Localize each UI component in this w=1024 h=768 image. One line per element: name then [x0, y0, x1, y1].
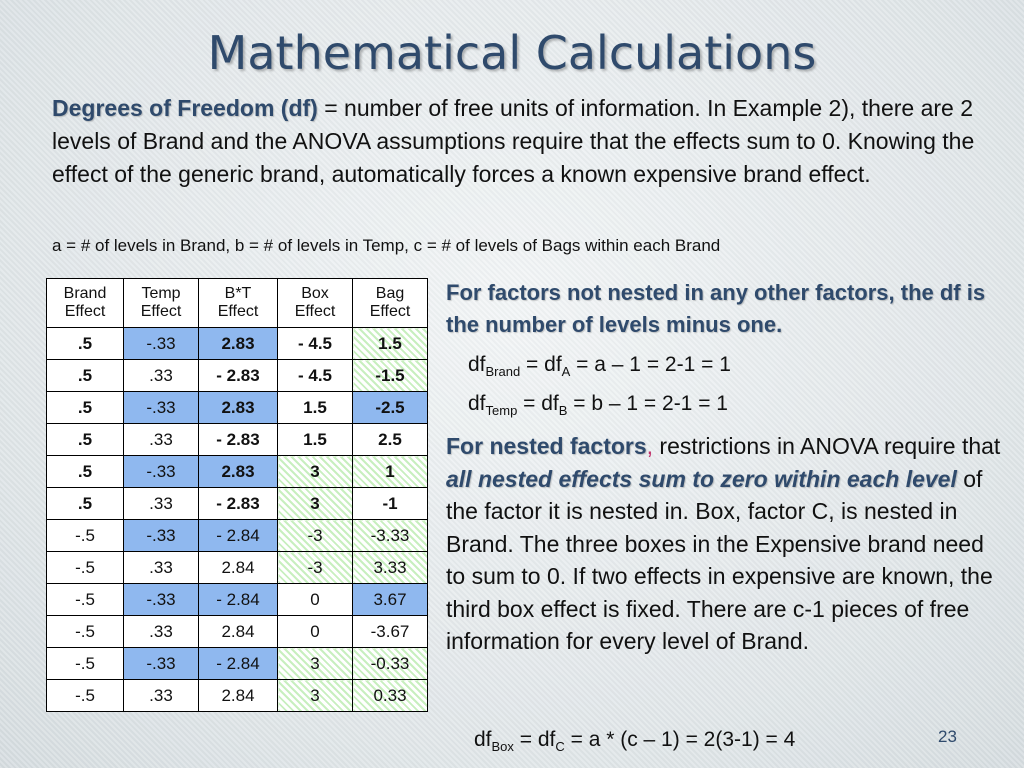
cell-box: 0 — [278, 616, 353, 648]
cell-box: 0 — [278, 584, 353, 616]
cell-temp: .33 — [124, 552, 199, 584]
table-header-row — [47, 279, 428, 328]
cell-bt: 2.83 — [199, 328, 278, 360]
cell-box: 3 — [278, 680, 353, 712]
cell-temp: -.33 — [124, 584, 199, 616]
df-temp-formula: $df_{Temp} = df_B = b - 1 = 2-1 = 1$ — [468, 392, 728, 419]
cell-temp: -.33 — [124, 520, 199, 552]
table-row — [47, 648, 428, 680]
cell-brand: .5 — [47, 456, 124, 488]
table-row — [47, 360, 428, 392]
cell-temp: .33 — [124, 488, 199, 520]
cell-brand: -.5 — [47, 616, 124, 648]
cell-box: 1.5 — [278, 424, 353, 456]
cell-temp: .33 — [124, 360, 199, 392]
table-row — [47, 424, 428, 456]
cell-bag: 1 — [353, 456, 428, 488]
cell-brand: .5 — [47, 392, 124, 424]
cell-bt: - 2.84 — [199, 584, 278, 616]
cell-box: - 4.5 — [278, 360, 353, 392]
cell-temp: .33 — [124, 616, 199, 648]
cell-temp: -.33 — [124, 392, 199, 424]
header-bag-effect: Bag Effect — [353, 279, 428, 328]
cell-temp: .33 — [124, 424, 199, 456]
cell-brand: .5 — [47, 360, 124, 392]
cell-brand: -.5 — [47, 552, 124, 584]
cell-temp: .33 — [124, 680, 199, 712]
table-row — [47, 520, 428, 552]
cell-temp: -.33 — [124, 648, 199, 680]
cell-box: -3 — [278, 520, 353, 552]
cell-bag: -2.5 — [353, 392, 428, 424]
cell-box: 1.5 — [278, 392, 353, 424]
effects-table — [46, 278, 428, 712]
page-number: 23 — [938, 727, 957, 746]
nested-heading: For nested factors — [446, 433, 647, 459]
cell-box: 3 — [278, 648, 353, 680]
header-box-effect: Box Effect — [278, 279, 353, 328]
cell-box: -3 — [278, 552, 353, 584]
header-temp-effect: Temp Effect — [124, 279, 199, 328]
cell-bt: 2.83 — [199, 456, 278, 488]
nested-emphasis: all nested effects sum to zero within each level — [446, 465, 957, 492]
cell-bag: 3.33 — [353, 552, 428, 584]
cell-bt: - 2.84 — [199, 520, 278, 552]
table-row — [47, 392, 428, 424]
cell-bt: - 2.83 — [199, 360, 278, 392]
cell-brand: .5 — [47, 488, 124, 520]
cell-brand: -.5 — [47, 584, 124, 616]
cell-bag: 0.33 — [353, 680, 428, 712]
cell-bag: -1.5 — [353, 360, 428, 392]
cell-brand: -.5 — [47, 648, 124, 680]
cell-bt: - 2.83 — [199, 488, 278, 520]
header-bt-effect: B*T Effect — [199, 279, 278, 328]
table-row — [47, 616, 428, 648]
df-definition: = number of free units of information. In Example 2), there are 2 levels of Brand and the ANOVA assumptions require that the effects sum to 0. Knowing the effect of the generic brand, automatically forces a known expensive brand effect. — [52, 95, 975, 187]
df-box-formula: $df_{Box} = df_C = a * (c - 1) = 2(3-1) = 4$ — [474, 728, 796, 755]
cell-bag: -1 — [353, 488, 428, 520]
cell-temp: -.33 — [124, 328, 199, 360]
cell-bag: -3.67 — [353, 616, 428, 648]
cell-bt: 2.83 — [199, 392, 278, 424]
cell-bt: - 2.84 — [199, 648, 278, 680]
df-term: Degrees of Freedom (df) — [52, 95, 318, 121]
table-row — [47, 680, 428, 712]
cell-box: 3 — [278, 456, 353, 488]
cell-bag: -0.33 — [353, 648, 428, 680]
slide-title: Mathematical Calculations — [207, 26, 817, 80]
cell-bag: 2.5 — [353, 424, 428, 456]
cell-brand: .5 — [47, 424, 124, 456]
table-row — [47, 584, 428, 616]
cell-bt: 2.84 — [199, 616, 278, 648]
df-brand-formula: $df_{Brand} = df_A = a - 1 = 2-1 = 1$ — [468, 353, 731, 380]
cell-bt: 2.84 — [199, 552, 278, 584]
table-row — [47, 456, 428, 488]
table-row — [47, 488, 428, 520]
cell-bt: - 2.83 — [199, 424, 278, 456]
table-row — [47, 552, 428, 584]
cell-brand: -.5 — [47, 680, 124, 712]
intro-paragraph — [52, 92, 992, 191]
cell-bag: 3.67 — [353, 584, 428, 616]
nested-paragraph: For nested factors, restrictions in ANOVA require that all nested effects sum to zero within each level of the factor it is nested in. Box, factor C, is nested in Brand. The three boxes in the Expensive brand need to sum to 0. If two effects in expensive are known, the third box effect is fixed. There are c-1 pieces of free information for every level of Brand. — [446, 433, 1001, 654]
cell-box: 3 — [278, 488, 353, 520]
cell-box: - 4.5 — [278, 328, 353, 360]
non-nested-heading: For factors not nested in any other factors, the df is the number of levels minus one. — [446, 280, 986, 337]
cell-brand: -.5 — [47, 520, 124, 552]
level-definitions: a = # of levels in Brand, b = # of levels in Temp, c = # of levels of Bags within each Brand — [52, 236, 721, 255]
cell-bag: -3.33 — [353, 520, 428, 552]
table-row — [47, 328, 428, 360]
nested-comma: , — [646, 433, 654, 459]
cell-brand: .5 — [47, 328, 124, 360]
cell-bag: 1.5 — [353, 328, 428, 360]
cell-temp: -.33 — [124, 456, 199, 488]
cell-bt: 2.84 — [199, 680, 278, 712]
header-brand-effect: Brand Effect — [47, 279, 124, 328]
